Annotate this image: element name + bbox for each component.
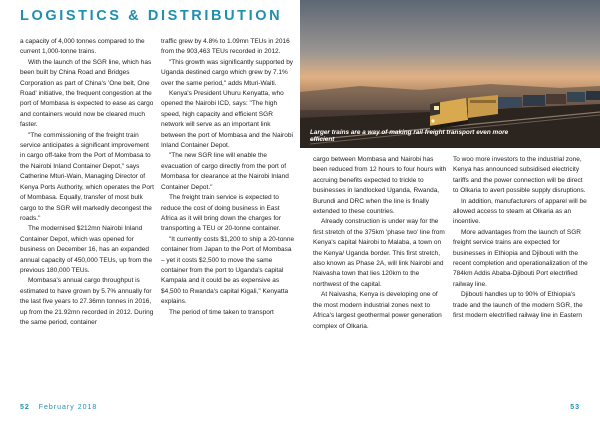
paragraph: cargo between Mombasa and Nairobi has been reduced from 12 hours to four hours with accruing benefits expected to trickle to businesses in landlocked Uganda, Rwanda, Burundi and DRC when the line is finally extended to these countries. (313, 156, 447, 216)
paragraph: To woo more investors to the industrial zone, Kenya has announced subsidised electricity tariffs and the power connection will be direct to Olkaria to avert possible supply disruptions. (453, 156, 586, 195)
article-column-2 (161, 37, 296, 318)
footer-left (20, 404, 97, 411)
article-column-3 (313, 155, 448, 332)
paragraph: "The commissioning of the freight train service anticipates a significant improvement in cargo off-take from the Port of Mombasa to the Nairobi Inland Container Depot," says Catherine Mturi-Wain, Managing Director of Kenya Ports Authority, which operates the Port of Mombasa. Equally, transfer of most bulk cargo to the SGR will markedly decongest the roads." (20, 131, 154, 222)
paragraph: Kenya's President Uhuru Kenyatta, who opened the Nairobi ICD, says: "The high speed, high capacity and efficient SGR network will serve as an important link between the port of Mombasa and the Nairobi Inland Container Depot. (161, 90, 293, 150)
paragraph: Mombasa's annual cargo throughput is estimated to have grown by 5.7% annually for the last five years to 27.36mn tonnes in 2016, up from the 21.92mn recorded in 2012. During the same period, container (20, 277, 154, 326)
paragraph: "The new SGR line will enable the evacuation of cargo directly from the port of Mombasa for clearance at the Nairobi Inland Container Depot." (161, 152, 289, 191)
paragraph: At Naivasha, Kenya is developing one of the most modern industrial zones next to Africa's largest geothermal power generation complex of Olkaria. (313, 291, 442, 330)
train-illustration (300, 0, 600, 148)
paragraph: a capacity of 4,000 tonnes compared to the current 1,000-tonne trains. (20, 38, 145, 56)
issue-date: February 2018 (38, 404, 98, 411)
paragraph: The freight train service is expected to reduce the cost of doing business in East Africa as it will bring down the charges for transporting a TEU or 20-tonne container. (161, 194, 281, 233)
paragraph: "It currently costs $1,200 to ship a 20-tonne container from Japan to the Port of Mombasa – yet it costs $2,500 to move the same container from the port to Uganda's capital Kampala and it could be as expensive as $4,500 to Rwanda's capital Kigali," Kenyatta explains. (161, 235, 295, 306)
paragraph: traffic grew by 4.8% to 1.09mn TEUs in 2016 from the 903,463 TEUs recorded in 2012. (161, 38, 290, 56)
paragraph: Already construction is under way for the first stretch of the 375km 'phase two' line from Kenya's capital Nairobi to Malaba, a town on the Kenya/ Uganda border. This first stretch, also known as Phase 2A, will link Nairobi and Naivasha town that lies 120km to the northwest of the capital. (313, 218, 445, 288)
train-photo (300, 0, 600, 148)
paragraph: Djibouti handles up to 90% of Ethiopia's trade and the launch of the modern SGR, the first modern electrified railway line in Eastern (453, 291, 583, 320)
paragraph: With the launch of the SGR line, which has been built by China Road and Bridges Corporation as part of China's 'One belt, One Road' initiative, the frequent congestion at the port of Mombasa is expected to ease as cargo and containers would now be cleared much faster. (20, 58, 154, 129)
paragraph: "This growth was significantly supported by Uganda destined cargo which grew by 7.1% over the same period," adds Mturi-Waiti. (161, 58, 294, 87)
section-title: LOGISTICS & DISTRIBUTION (20, 8, 283, 24)
paragraph: The modernised $212mn Nairobi Inland Container Depot, which was opened for business on December 16, has an expanded annual capacity of 450,000 TEUs, up from the previous 180,000 TEUs. (20, 225, 153, 274)
article-column-4 (453, 155, 588, 322)
page-number-left: 52 (20, 404, 30, 411)
photo-caption: Larger trains are a way of making rail freight transport even more efficient (310, 129, 509, 144)
article-column-1 (20, 37, 155, 328)
page-number-right: 53 (570, 404, 580, 411)
paragraph: The period of time taken to transport (169, 308, 274, 316)
paragraph: More advantages from the launch of SGR freight service trains are expected for businesses in Ethiopia and Djibouti with the recent completion and operationalization of the 784km Addis Ababa-Djibouti Port electrified railway line. (453, 228, 588, 288)
paragraph: In addition, manufacturers of apparel will be allowed access to steam at Olkaria as an incentive. (453, 197, 587, 226)
